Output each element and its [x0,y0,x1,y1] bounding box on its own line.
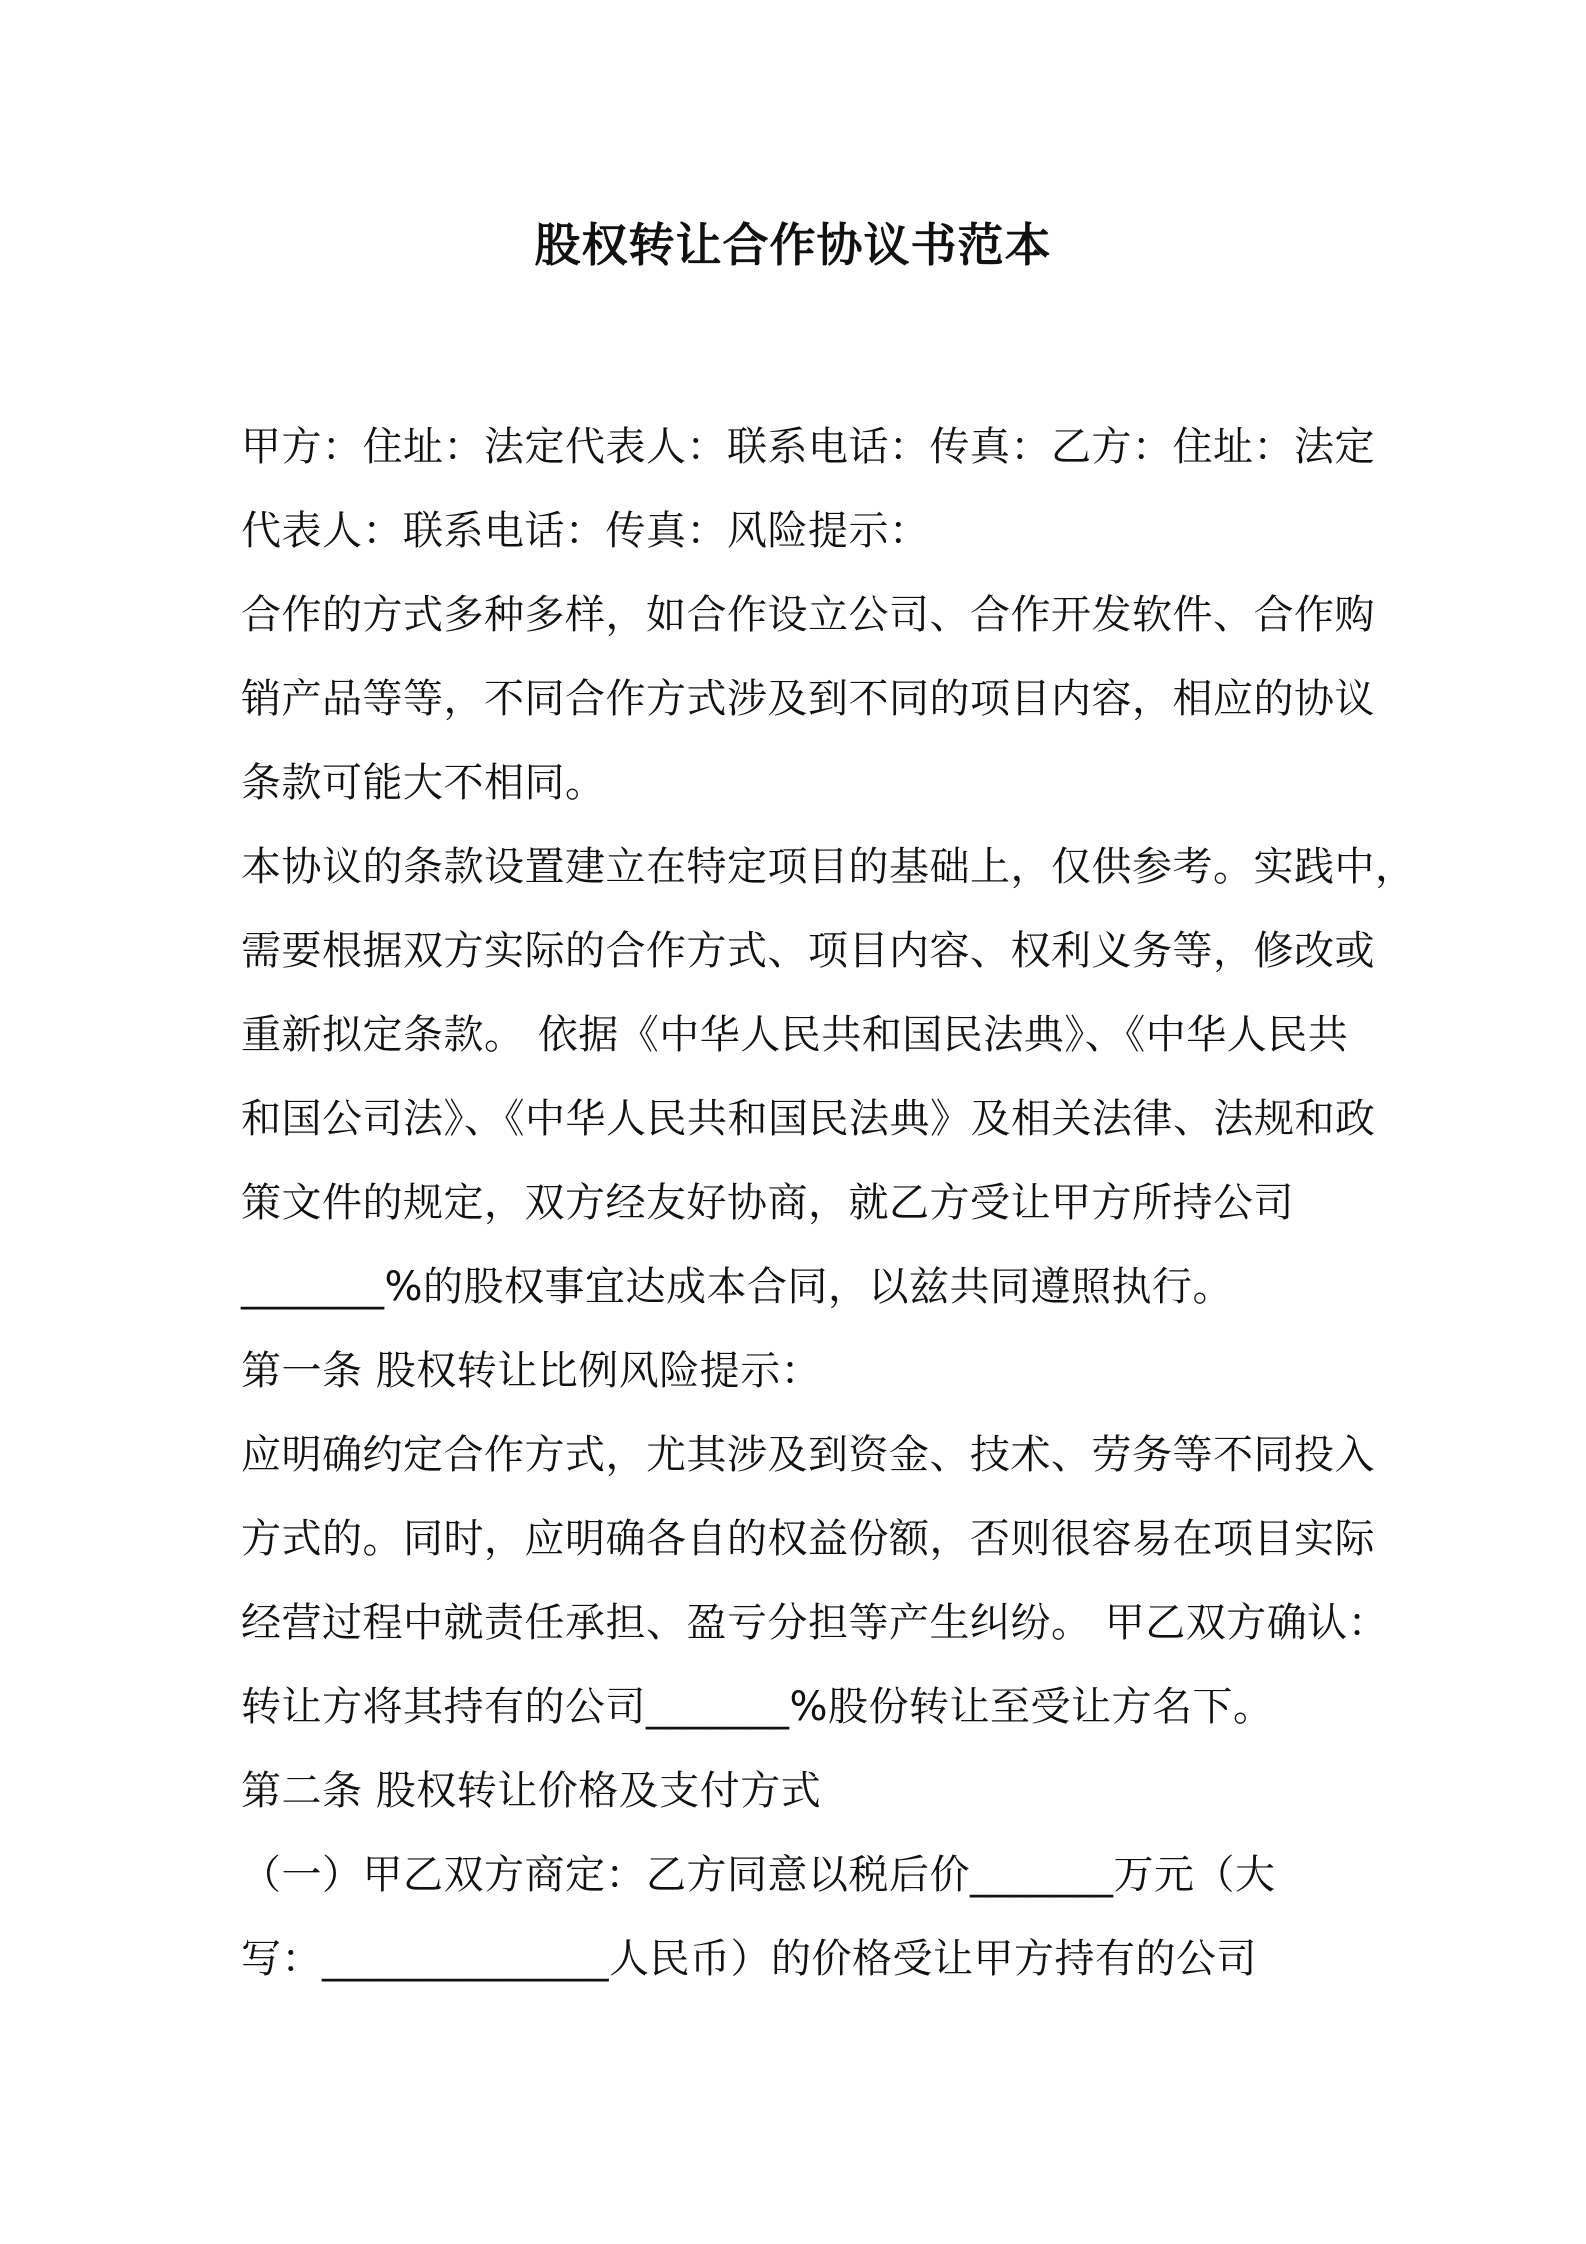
text-line: 重新拟定条款。 依据《中华人民共和国民法典》、《中华人民共 [241,1012,1349,1058]
text-line: _______%的股权事宜达成本合同，以兹共同遵照执行。 [241,1264,1234,1310]
document-body [241,405,1416,2001]
text-line: 方式的。同时，应明确各自的权益份额，否则很容易在项目实际 [241,1516,1375,1562]
text-line: 本协议的条款设置建立在特定项目的基础上，仅供参考。实践中， [241,844,1416,890]
text-line: 策文件的规定，双方经友好协商，就乙方受让甲方所持公司 [241,1180,1294,1226]
text-line: 需要根据双方实际的合作方式、项目内容、权利义务等，修改或 [241,928,1375,974]
text-line: 和国公司法》、《中华人民共和国民法典》及相关法律、法规和政 [241,1096,1376,1142]
text-line: 应明确约定合作方式，尤其涉及到资金、技术、劳务等不同投入 [241,1432,1375,1478]
article-heading: 第一条 股权转让比例风险提示： [241,1348,822,1394]
text-line: 代表人：联系电话：传真：风险提示： [241,508,930,554]
text-line: 经营过程中就责任承担、盈亏分担等产生纠纷。 甲乙双方确认： [241,1600,1389,1646]
document-title: 股权转让合作协议书范本 [534,218,1052,272]
text-line: 销产品等等，不同合作方式涉及到不同的项目内容，相应的协议 [241,676,1375,722]
article-heading: 第二条 股权转让价格及支付方式 [241,1768,822,1814]
text-line: 写：______________人民币）的价格受让甲方持有的公司 [241,1936,1257,1982]
text-line: 甲方：住址：法定代表人：联系电话：传真：乙方：住址：法定 [241,424,1375,470]
text-line: 条款可能大不相同。 [241,760,606,806]
text-line: 合作的方式多种多样，如合作设立公司、合作开发软件、合作购 [241,592,1375,638]
text-line: 转让方将其持有的公司_______%股份转让至受让方名下。 [241,1684,1274,1730]
text-line: （一）甲乙双方商定：乙方同意以税后价_______万元（大 [241,1852,1276,1898]
